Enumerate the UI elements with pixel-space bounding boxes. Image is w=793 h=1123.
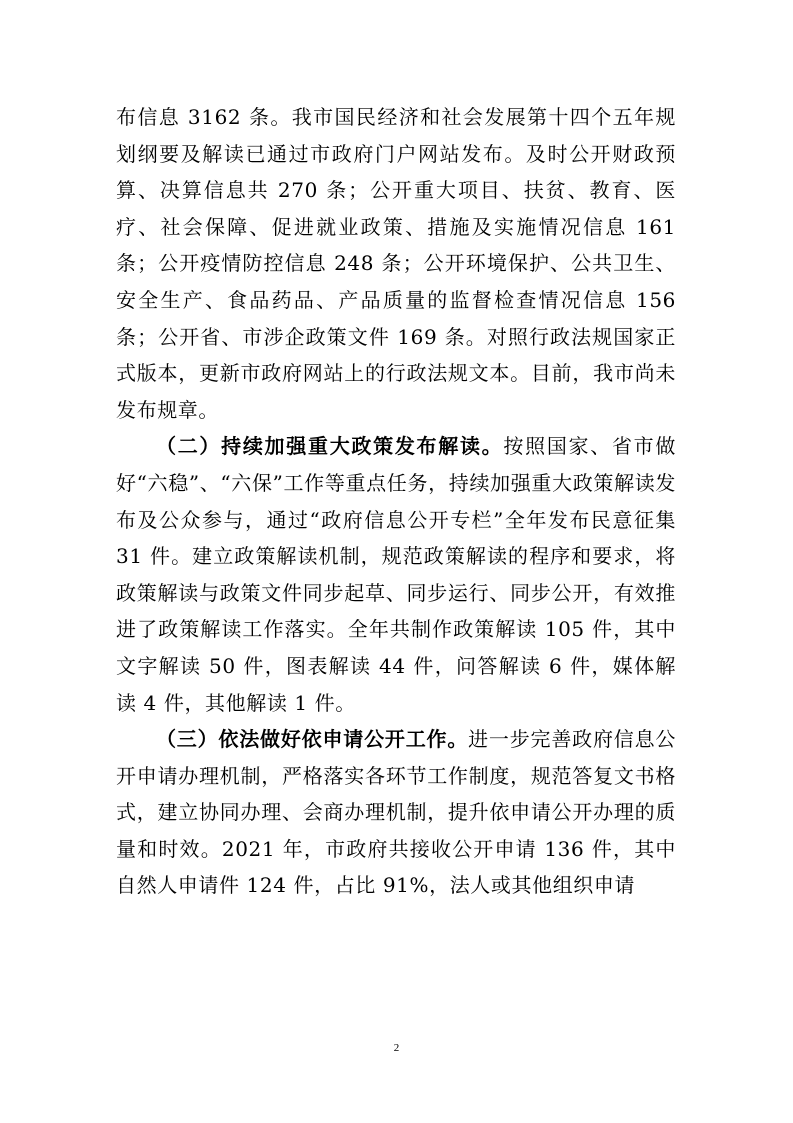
paragraph-application-disclosure xyxy=(116,721,676,904)
paragraph-text: 布信息 3162 条。我市国民经济和社会发展第十四个五年规划纲要及解读已通过市政府门户网站发布。及时公开财政预算、决算信息共 270 条；公开重大项目、扶贫、教育、医疗、社会保障、促进就业政策、措施及实施情况信息 161 条；公开疫情防控信息 248 条；公开环境保护、公共卫生、安全生产、食品药品、产品质量的监督检查情况信息 156 条；公开省、市涉企政策文件 169 条。对照行政法规国家正式版本，更新市政府网站上的行政法规文本。目前，我市尚未发布规章。 xyxy=(116,105,676,422)
page-number: 2 xyxy=(393,1042,400,1054)
section-heading: （三）依法做好依申请公开工作。 xyxy=(156,727,469,752)
paragraph-text: 进一步完善政府信息公开申请办理机制，严格落实各环节工作制度，规范答复文书格式，建立协同办理、会商办理机制，提升依申请公开办理的质量和时效。2021 年，市政府共接收公开申请 136 件，其中自然人申请件 124 件，占比 91%，法人或其他组织申请 xyxy=(116,727,676,898)
body-text xyxy=(116,99,676,904)
paragraph-continued xyxy=(116,99,676,428)
paragraph-policy-interpretation xyxy=(116,428,676,721)
paragraph-text: 按照国家、省市做好“六稳”、“六保”工作等重点任务，持续加强重大政策解读发布及公众参与，通过“政府信息公开专栏”全年发布民意征集 31 件。建立政策解读机制，规范政策解读的程序和要求，将政策解读与政策文件同步起草、同步运行、同步公开，有效推进了政策解读工作落实。全年共制作政策解读 105 件，其中文字解读 50 件，图表解读 44 件，问答解读 6 件，媒体解读 4 件，其他解读 1 件。 xyxy=(116,434,676,715)
section-heading: （二）持续加强重大政策发布解读。 xyxy=(156,434,504,459)
